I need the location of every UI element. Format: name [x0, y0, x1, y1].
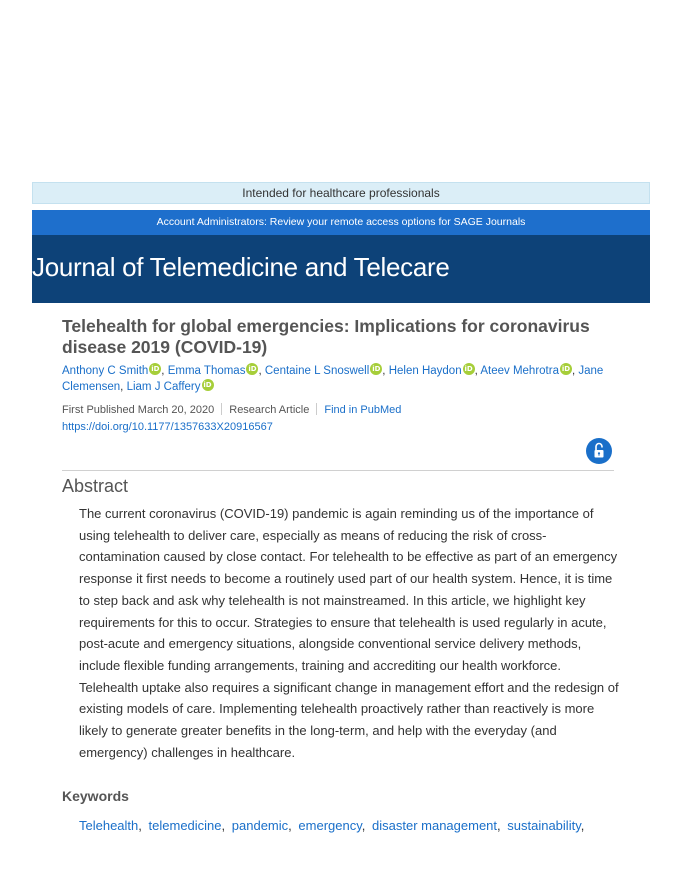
lock-open-icon[interactable]	[586, 438, 612, 464]
author-link[interactable]: Anthony C Smith	[62, 365, 149, 377]
author-separator: ,	[382, 365, 386, 377]
keyword-separator: ,	[580, 818, 585, 833]
find-in-pubmed-link[interactable]: Find in PubMed	[324, 404, 402, 416]
orcid-icon[interactable]: iD	[151, 365, 160, 373]
orcid-icon[interactable]: iD	[372, 365, 381, 373]
journal-banner	[32, 235, 650, 303]
author-separator: ,	[161, 365, 165, 377]
author-separator: ,	[474, 365, 478, 377]
article-title: Telehealth for global emergencies: Implications for coronavirus disease 2019 (COVID-19)	[62, 316, 590, 357]
keyword-link[interactable]: Telehealth	[79, 818, 139, 833]
keyword-link[interactable]: sustainability	[507, 818, 581, 833]
author-separator: ,	[571, 365, 576, 377]
author-link[interactable]: Centaine L Snoswell	[264, 365, 370, 377]
meta-divider	[316, 403, 317, 415]
healthcare-professionals-notice: Intended for healthcare professionals	[32, 182, 650, 204]
keyword-separator: ,	[288, 818, 292, 833]
orcid-icon[interactable]: iD	[203, 381, 212, 389]
keyword-separator: ,	[361, 818, 366, 833]
author-separator: ,	[120, 381, 124, 393]
lock-open-icon-graphic	[586, 438, 612, 464]
author-link[interactable]: Ateev Mehrotra	[480, 365, 559, 377]
abstract-heading: Abstract	[62, 476, 129, 496]
author-link[interactable]: Liam J Caffery	[126, 381, 201, 393]
meta-divider	[221, 403, 222, 415]
abstract-text: The current coronavirus (COVID-19) pandemic is again reminding us of the importance of using telehealth to deliver care, especially as means of reducing the risk of cross-contamination caused by close contact. For telehealth to be effective as part of an emergency response it first needs to become a routinely used part of our health system. Hence, it is time to step back and ask why telehealth is not mainstreamed. In this article, we highlight key requirements for this to occur. Strategies to ensure that telehealth is used regularly in acute, post-acute and emergency situations, alongside conventional service delivery methods, include flexible funding arrangements, training and accrediting our health workforce. Telehealth uptake also requires a significant change in management effort and the redesign of existing models of care. Implementing telehealth proactively rather than reactively is more likely to generate greater benefits in the long-term, and help with the everyday (and emergency) challenges in healthcare.	[79, 506, 619, 760]
first-published-date: First Published March 20, 2020	[62, 404, 215, 416]
article-type: Research Article	[229, 404, 310, 416]
author-list	[62, 363, 614, 395]
keyword-separator: ,	[221, 818, 226, 833]
author-separator: ,	[258, 365, 262, 377]
section-divider	[62, 470, 614, 471]
keyword-link[interactable]: emergency	[298, 818, 362, 833]
keyword-link[interactable]: disaster management	[372, 818, 498, 833]
orcid-icon[interactable]: iD	[248, 365, 257, 373]
keyword-separator: ,	[497, 818, 501, 833]
publication-meta	[62, 402, 614, 418]
keyword-list	[79, 818, 587, 833]
journal-title[interactable]: Journal of Telemedicine and Telecare	[32, 252, 450, 282]
author-link[interactable]: Emma Thomas	[167, 365, 246, 377]
admin-remote-access-banner[interactable]: Account Administrators: Review your remote access options for SAGE Journals	[32, 210, 650, 235]
doi-link[interactable]: https://doi.org/10.1177/1357633X20916567	[62, 421, 273, 433]
keyword-link[interactable]: telemedicine	[148, 818, 222, 833]
orcid-icon[interactable]: iD	[464, 365, 473, 373]
orcid-icon[interactable]: iD	[561, 365, 571, 373]
keyword-separator: ,	[138, 818, 142, 833]
author-link[interactable]: Jane Clemensen	[62, 365, 604, 393]
article-header	[62, 316, 614, 435]
author-link[interactable]: Helen Haydon	[388, 365, 462, 377]
keywords-heading: Keywords	[62, 788, 129, 804]
keyword-link[interactable]: pandemic	[231, 818, 289, 833]
